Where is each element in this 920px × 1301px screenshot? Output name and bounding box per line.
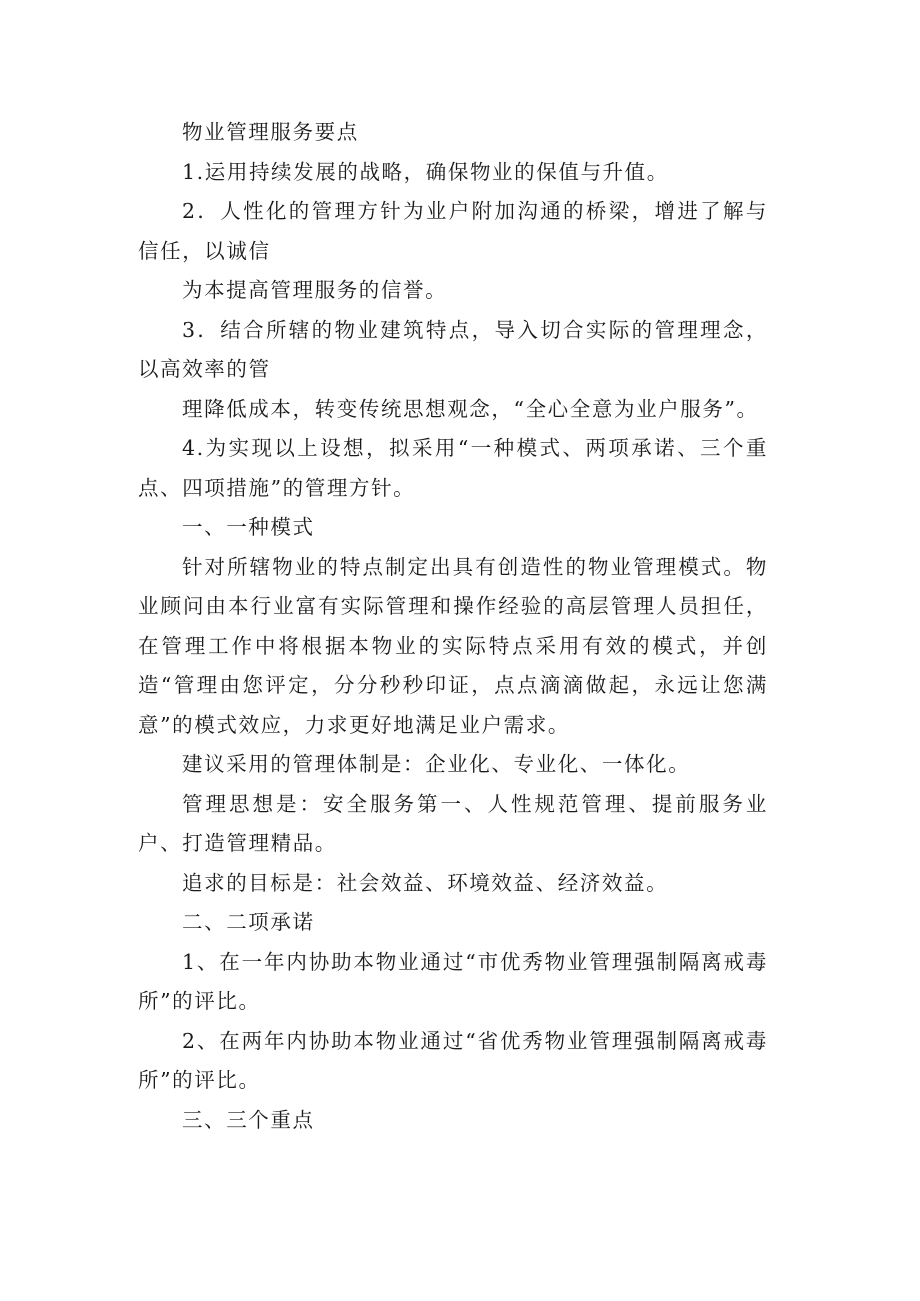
paragraph: 管理思想是：安全服务第一、人性规范管理、提前服务业户、打造管理精品。 bbox=[138, 791, 768, 855]
document-body bbox=[138, 113, 768, 1140]
paragraph: 追求的目标是：社会效益、环境效益、经济效益。 bbox=[182, 870, 669, 895]
paragraph: 为本提高管理服务的信誉。 bbox=[182, 278, 448, 302]
paragraph: 2、在两年内协助本物业通过“省优秀物业管理强制隔离戒毒所”的评比。 bbox=[138, 1028, 768, 1092]
paragraph: 理降低成本，转变传统思想观念，“全心全意为业户服务”。 bbox=[182, 396, 759, 421]
section-heading: 一、一种模式 bbox=[182, 515, 315, 539]
section-heading: 三、三个重点 bbox=[182, 1107, 315, 1132]
paragraph: 1.运用持续发展的战略，确保物业的保值与升值。 bbox=[182, 159, 669, 184]
section-heading: 二、二项承诺 bbox=[182, 910, 315, 934]
paragraph: 3．结合所辖的物业建筑特点，导入切合实际的管理理念，以高效率的管 bbox=[138, 317, 768, 381]
paragraph: 4.为实现以上设想，拟采用“一种模式、两项承诺、三个重点、四项措施”的管理方针。 bbox=[138, 436, 768, 500]
paragraph: 2．人性化的管理方针为业户附加沟通的桥梁，增进了解与信任，以诚信 bbox=[138, 199, 768, 263]
paragraph: 建议采用的管理体制是：企业化、专业化、一体化。 bbox=[182, 752, 691, 776]
paragraph: 针对所辖物业的特点制定出具有创造性的物业管理模式。物业顾问由本行业富有实际管理和操作经验的高层管理人员担任，在管理工作中将根据本物业的实际特点采用有效的模式，并创造“管理由您评定，分分秒秒印证，点点滴滴做起，永远让您满意”的模式效应，力求更好地满足业户需求。 bbox=[138, 554, 768, 737]
paragraph: 1、在一年内协助本物业通过“市优秀物业管理强制隔离戒毒所”的评比。 bbox=[138, 949, 768, 1013]
section-title: 物业管理服务要点 bbox=[182, 120, 359, 144]
